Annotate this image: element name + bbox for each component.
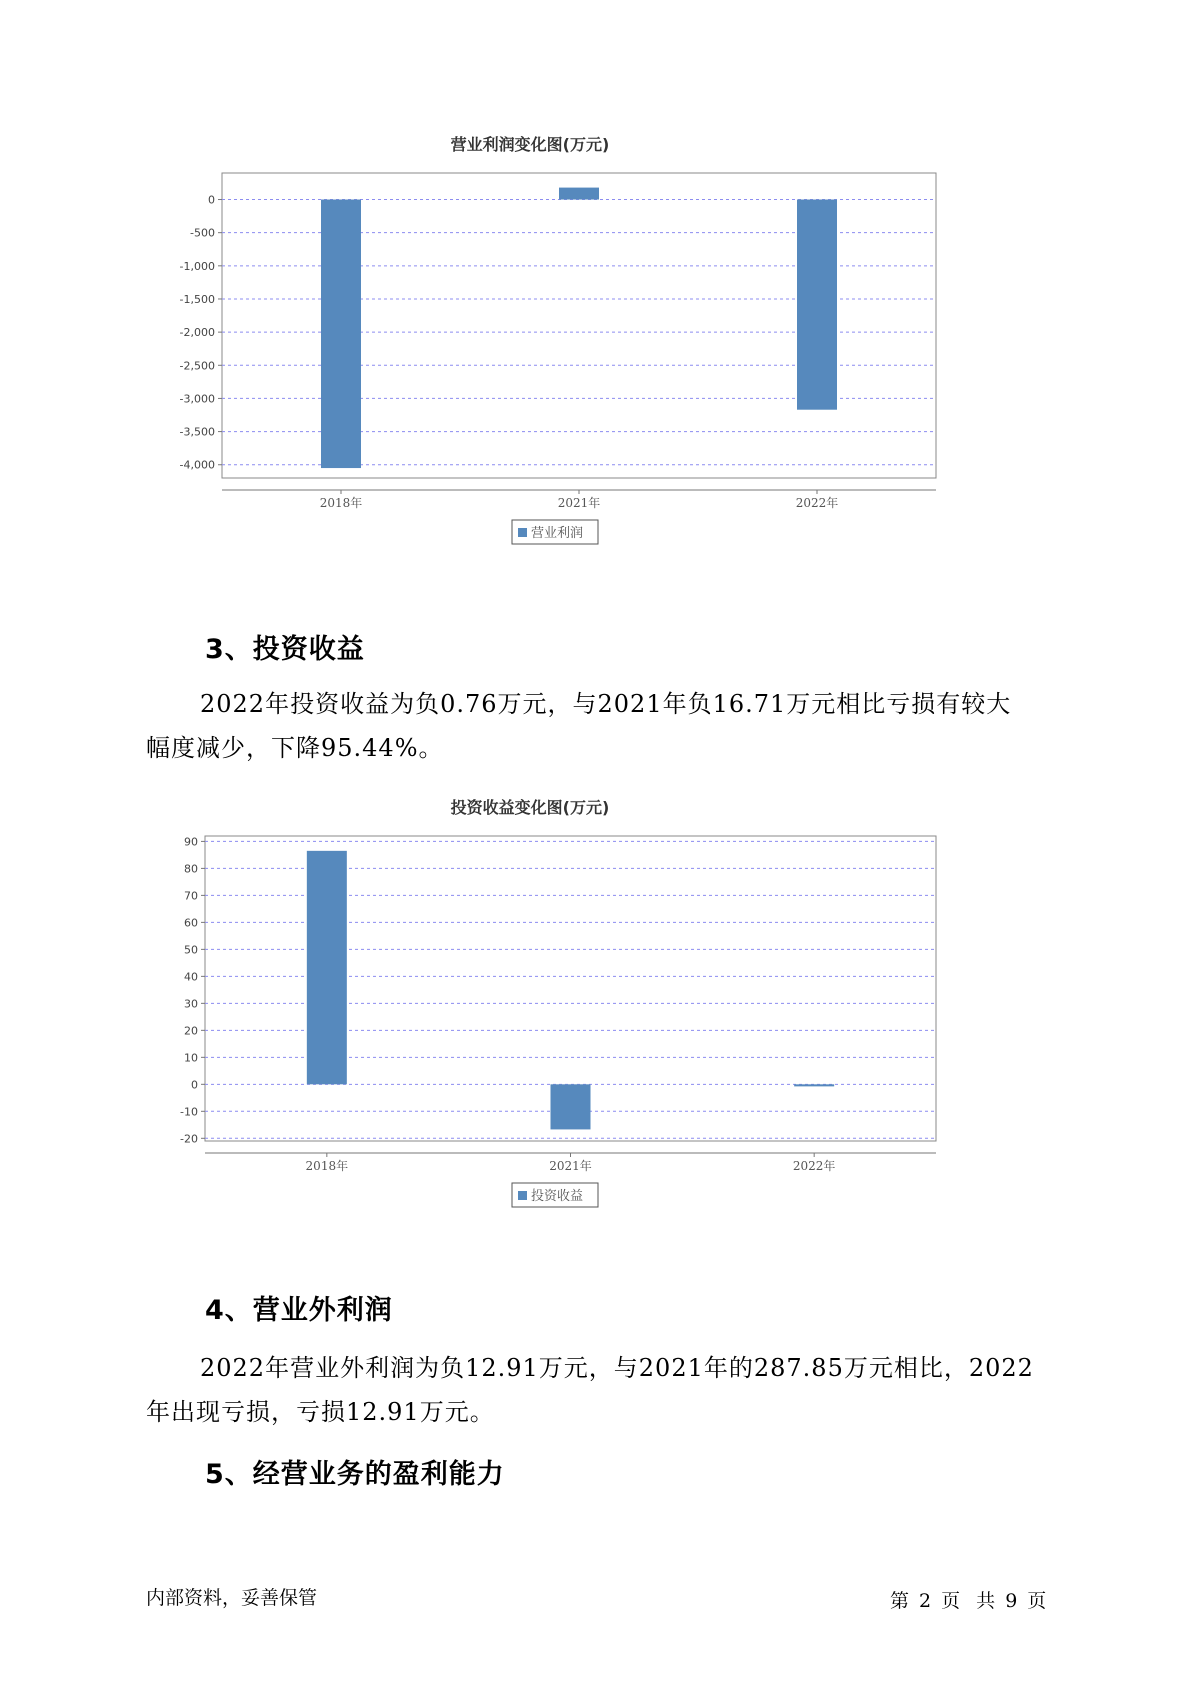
bar-2018年 xyxy=(307,851,347,1084)
bar-2022年 xyxy=(797,200,837,410)
y-tick-label: -1,500 xyxy=(179,292,215,306)
x-tick-label: 2021年 xyxy=(549,1159,592,1173)
x-tick-label: 2022年 xyxy=(792,1159,836,1173)
chart-title: 投资收益变化图(万元) xyxy=(450,798,610,817)
legend-label: 营业利润 xyxy=(531,526,584,541)
y-tick-label: -2,500 xyxy=(179,359,215,373)
section4-paragraph xyxy=(146,1346,1062,1434)
bar-2022年 xyxy=(794,1084,834,1086)
page-prefix: 第 xyxy=(890,1590,910,1612)
page-mid: 页 xyxy=(941,1590,961,1612)
investment-income-chart xyxy=(150,798,1030,1253)
x-tick-label: 2022年 xyxy=(795,496,839,510)
bar-2021年 xyxy=(551,1084,591,1129)
operating-profit-chart-svg xyxy=(150,135,1030,590)
y-tick-label: -4,000 xyxy=(179,458,215,472)
legend-swatch xyxy=(518,528,527,537)
bar-2018年 xyxy=(321,200,361,469)
operating-profit-chart xyxy=(150,135,1030,590)
y-tick-label: 90 xyxy=(184,835,198,849)
legend-label: 投资收益 xyxy=(531,1189,584,1204)
y-tick-label: -20 xyxy=(180,1132,198,1146)
y-tick-label: -10 xyxy=(180,1105,198,1119)
x-tick-label: 2018年 xyxy=(305,1159,349,1173)
y-tick-label: 60 xyxy=(184,916,198,930)
y-tick-label: 0 xyxy=(208,193,215,207)
legend-swatch xyxy=(518,1191,527,1200)
y-tick-label: 20 xyxy=(184,1024,198,1038)
y-tick-label: -500 xyxy=(190,226,215,240)
y-tick-label: -3,000 xyxy=(179,392,215,406)
y-tick-label: -1,000 xyxy=(179,259,215,273)
total-prefix: 共 xyxy=(976,1590,996,1612)
section5-heading: 5、经营业务的盈利能力 xyxy=(205,1459,505,1490)
y-tick-label: 80 xyxy=(184,862,198,876)
y-tick-label: 30 xyxy=(184,997,198,1011)
section4-heading: 4、营业外利润 xyxy=(205,1295,393,1326)
section3-heading: 3、投资收益 xyxy=(205,634,365,665)
total-pages: 9 xyxy=(1005,1590,1018,1612)
y-tick-label: 70 xyxy=(184,889,198,903)
investment-income-chart-svg xyxy=(150,798,1030,1253)
x-tick-label: 2018年 xyxy=(319,496,363,510)
chart-title: 营业利润变化图(万元) xyxy=(450,135,610,154)
section3-paragraph xyxy=(146,682,1062,770)
y-tick-label: -3,500 xyxy=(179,425,215,439)
section4-para-line2: 年出现亏损，亏损12.91万元。 xyxy=(146,1398,495,1426)
total-suffix: 页 xyxy=(1027,1590,1047,1612)
y-tick-label: 40 xyxy=(184,970,198,984)
footer-confidential-note: 内部资料，妥善保管 xyxy=(146,1587,318,1609)
x-tick-label: 2021年 xyxy=(557,496,601,510)
y-tick-label: -2,000 xyxy=(179,326,215,340)
section3-para-line2: 幅度减少，下降95.44%。 xyxy=(146,734,444,762)
section3-para-line1: 2022年投资收益为负0.76万元，与2021年负16.71万元相比亏损有较大 xyxy=(200,690,1012,718)
y-tick-label: 50 xyxy=(184,943,198,957)
y-tick-label: 10 xyxy=(184,1051,198,1065)
bar-2021年 xyxy=(559,188,599,200)
y-tick-label: 0 xyxy=(191,1078,198,1092)
footer-page-info xyxy=(890,1586,1056,1613)
section4-para-line1: 2022年营业外利润为负12.91万元，与2021年的287.85万元相比，2022 xyxy=(200,1354,1034,1382)
page-number: 2 xyxy=(919,1590,932,1612)
